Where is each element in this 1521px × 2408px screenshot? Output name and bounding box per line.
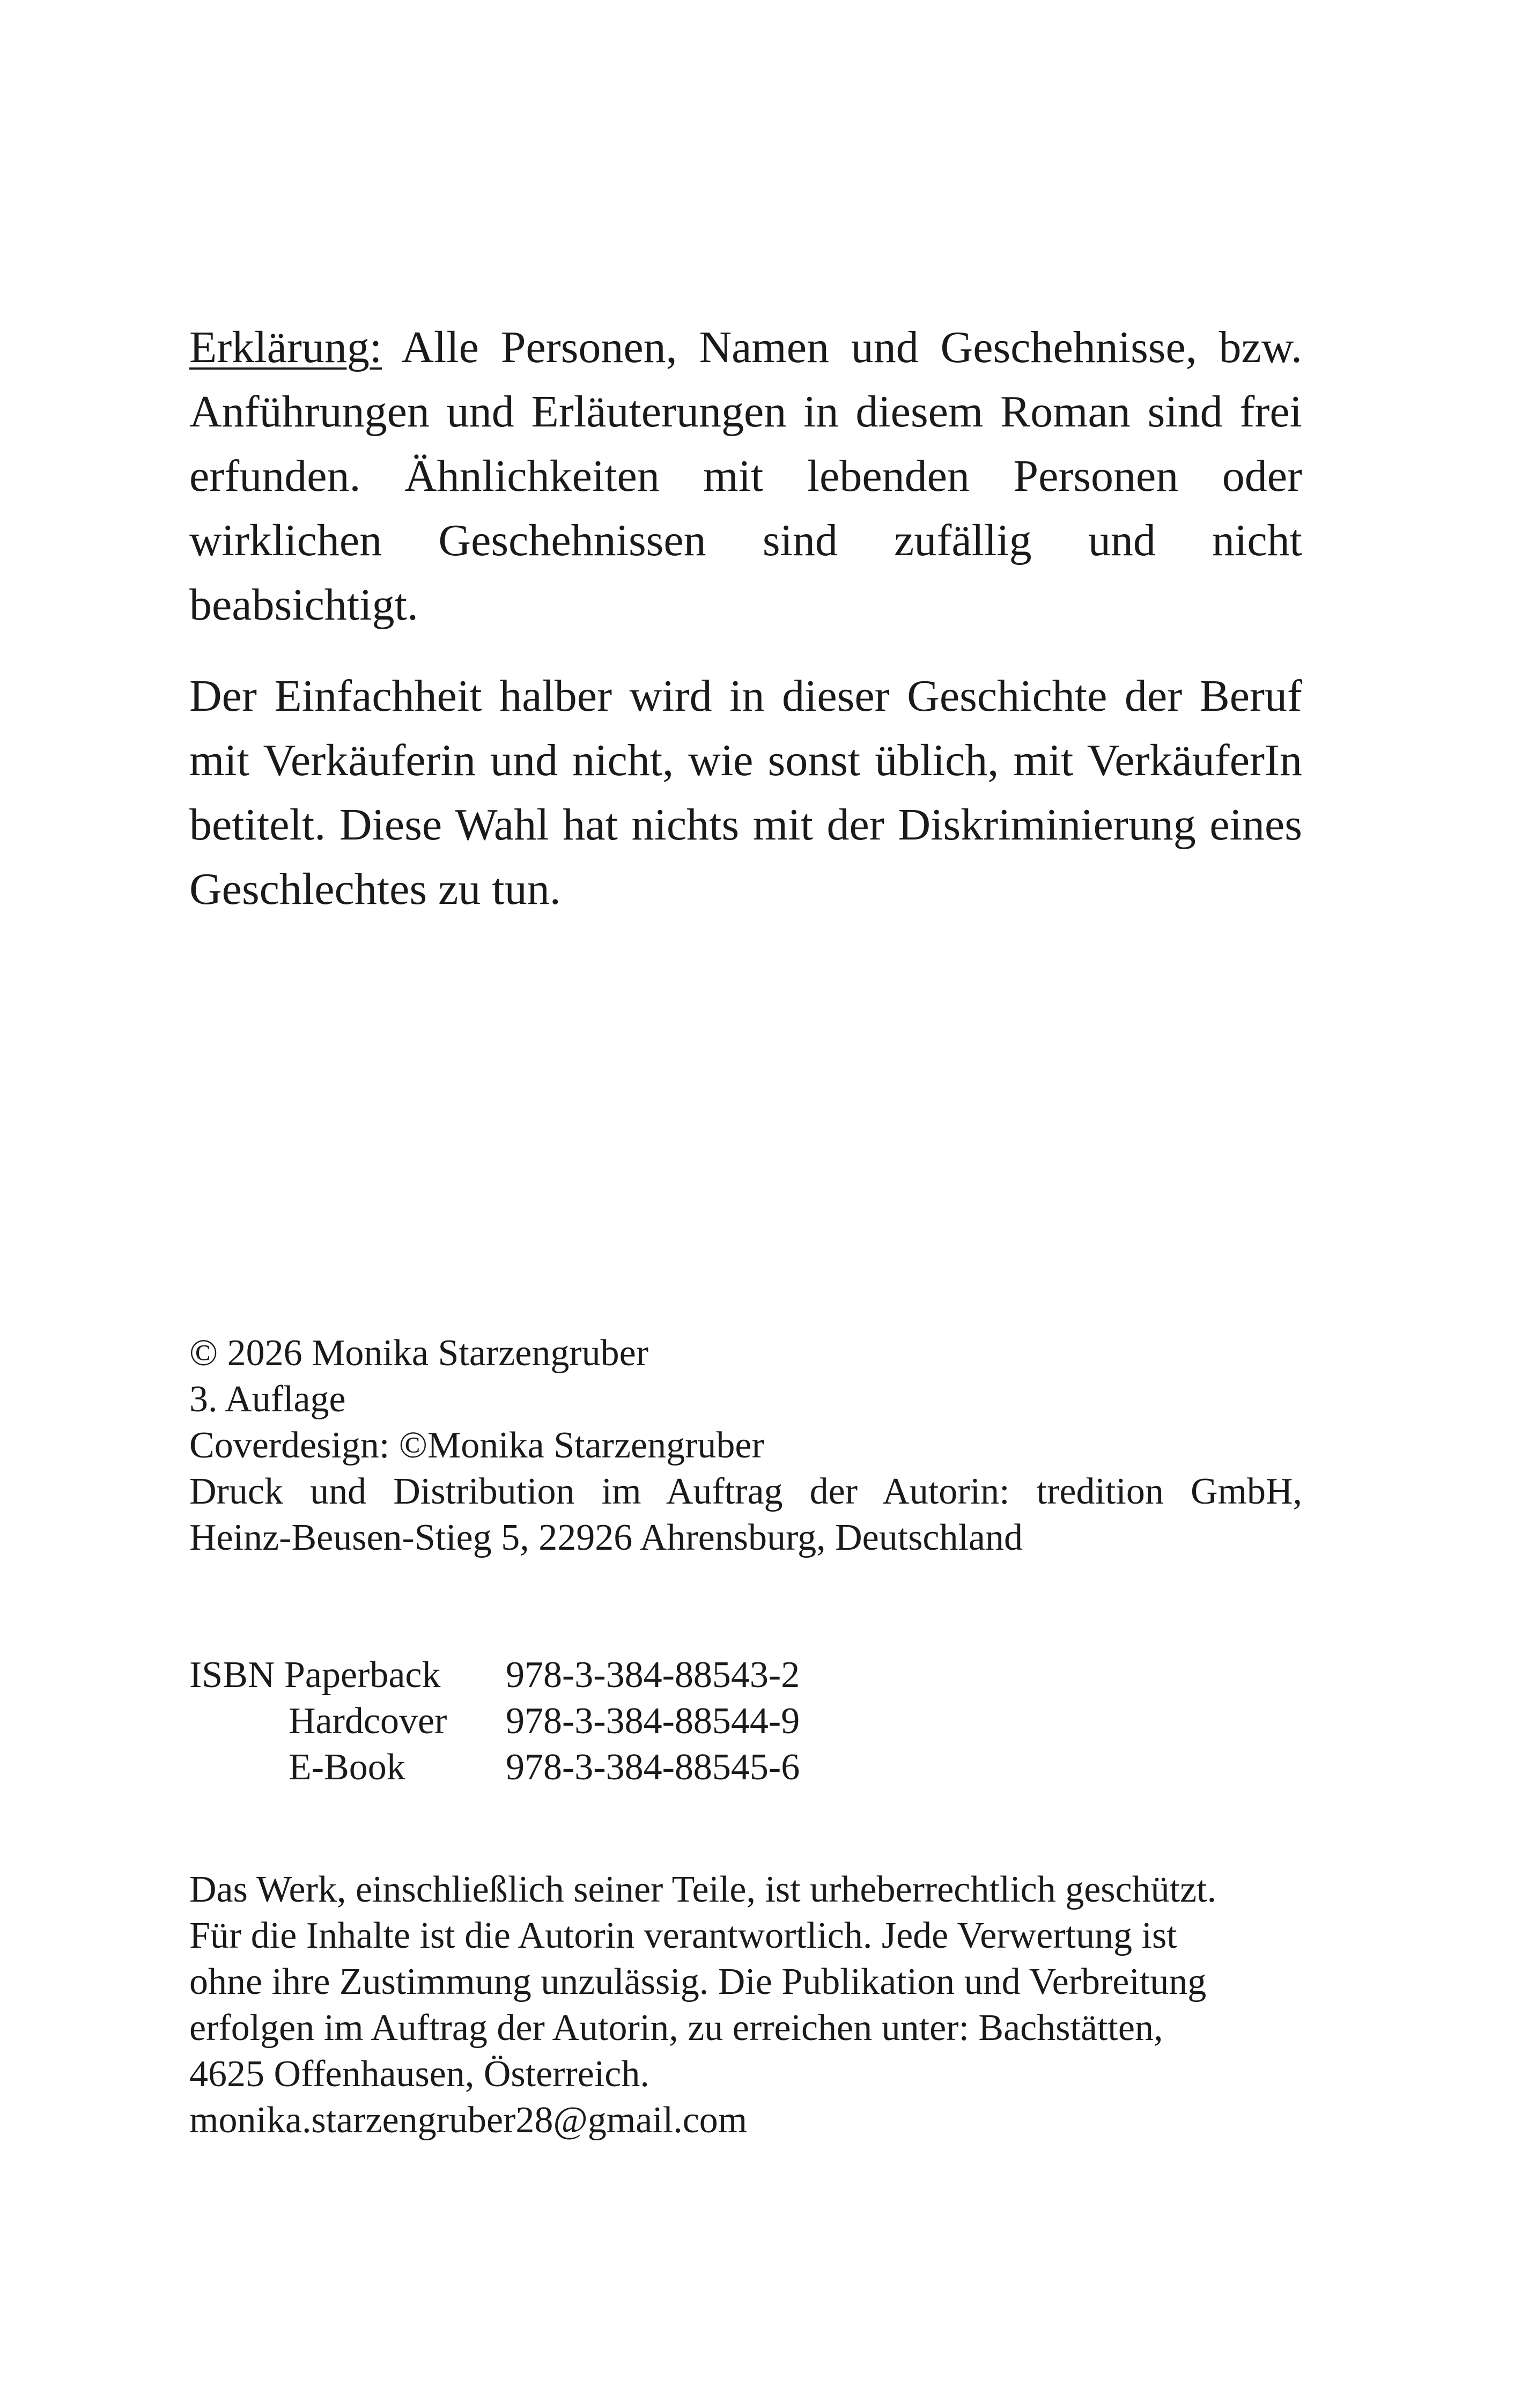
isbn-row-ebook [189,1744,1302,1791]
isbn-label-paperback: ISBN Paperback [189,1654,441,1696]
isbn-number-ebook: 978-3-384-88545-6 [506,1747,800,1788]
isbn-row-paperback [189,1652,1302,1698]
print-distribution-line-2: Heinz-Beusen-Stieg 5, 22926 Ahrensburg, Deutschland [189,1517,1023,1558]
legal-line-1: Das Werk, einschließlich seiner Teile, ist urheberrechtlich geschützt. [189,1869,1217,1910]
edition-line: 3. Auflage [189,1379,346,1420]
isbn-label-hardcover: Hardcover [289,1700,447,1742]
legal-section [189,1867,1302,2144]
disclaimer-paragraph-2: Der Einfachheit halber wird in dieser Geschichte der Beruf mit Verkäuferin und nicht, wie sonst üblich, mit VerkäuferIn betitelt. Diese Wahl hat nichts mit der Diskriminierung eines Geschlechtes zu tun. [189,671,1302,914]
isbn-section [189,1652,1302,1791]
legal-line-2: Für die Inhalte ist die Autorin verantwortlich. Jede Verwertung ist [189,1915,1177,1956]
isbn-number-paperback: 978-3-384-88543-2 [506,1654,800,1696]
copyright-line: © 2026 Monika Starzengruber [189,1332,649,1374]
legal-line-3: ohne ihre Zustimmung unzulässig. Die Publikation und Verbreitung [189,1961,1207,2002]
contact-email: monika.starzengruber28@gmail.com [189,2100,748,2141]
print-distribution-line-1: Druck und Distribution im Auftrag der Autorin: tredition GmbH, [189,1471,1302,1512]
cover-design-line: Coverdesign: ©Monika Starzengruber [189,1425,764,1466]
imprint-section [189,1330,1302,1561]
legal-line-4: erfolgen im Auftrag der Autorin, zu erreichen unter: Bachstätten, [189,2007,1163,2049]
legal-line-5: 4625 Offenhausen, Österreich. [189,2053,649,2095]
disclaimer-paragraph-1 [189,315,1302,637]
isbn-label-ebook: E-Book [289,1747,405,1788]
disclaimer-section [189,315,1302,922]
disclaimer-text-1: Alle Personen, Namen und Geschehnisse, bzw. Anführungen und Erläuterungen in diesem Roman sind frei erfunden. Ähnlichkeiten mit lebenden Personen oder wirklichen Geschehnissen sind zufällig und nicht beabsichtigt. [189,322,1302,630]
isbn-row-hardcover [189,1698,1302,1744]
disclaimer-label: Erklärung: [189,322,382,372]
isbn-number-hardcover: 978-3-384-88544-9 [506,1700,800,1742]
